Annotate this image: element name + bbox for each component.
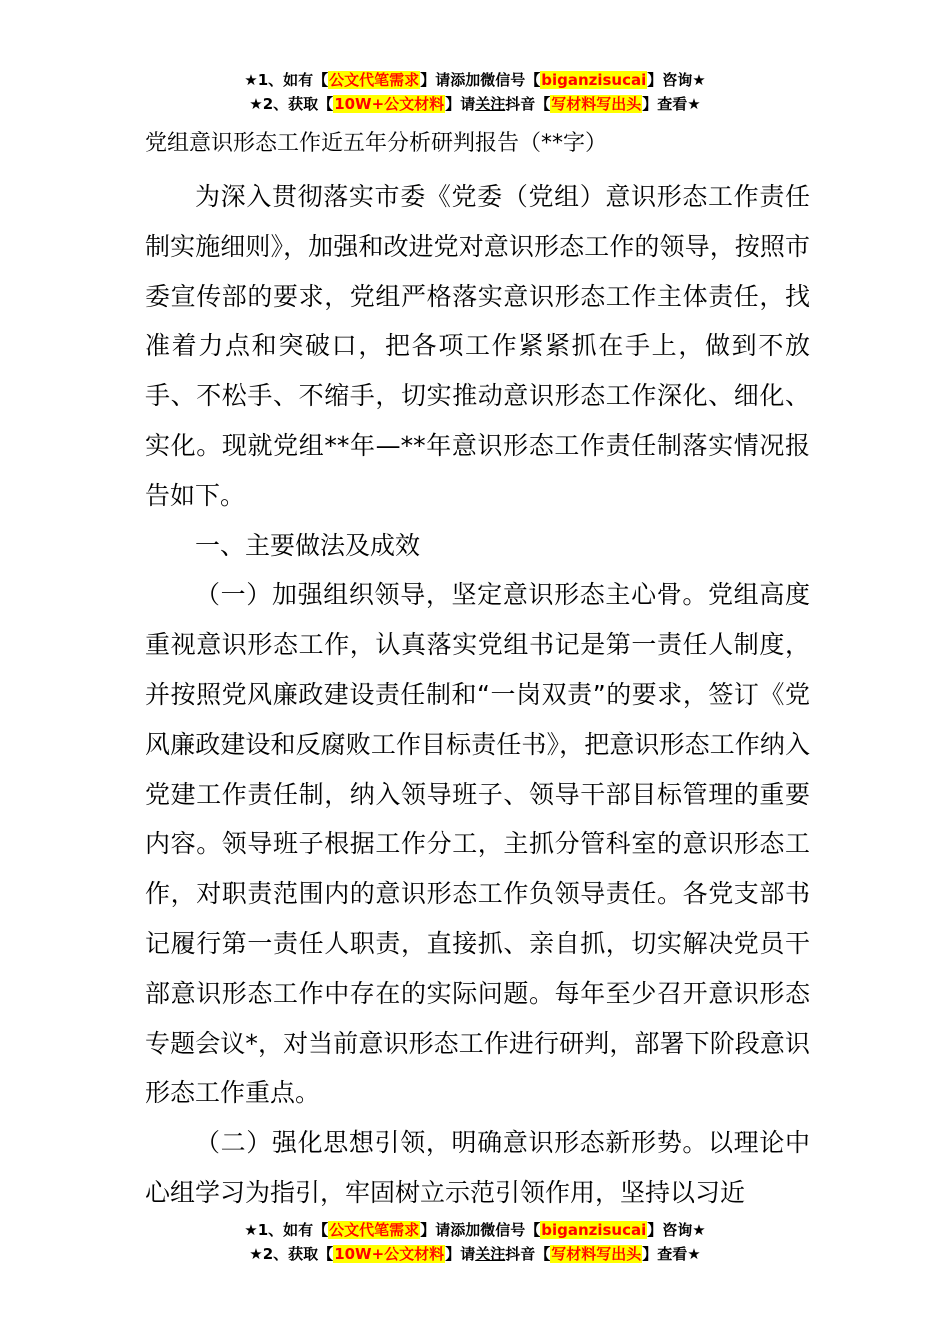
promo-banner-top: [0, 68, 950, 116]
underlined-text: 关注: [475, 1245, 506, 1263]
promo-text: 】查看★: [642, 95, 701, 113]
promo-text: 】咨询★: [647, 71, 706, 89]
paragraph-section-2: （二）强化思想引领，明确意识形态新形势。以理论中心组学习为指引，牢固树立示范引领作用，坚持以习近: [145, 1128, 810, 1207]
paragraph-section-1: （一）加强组织领导，坚定意识形态主心骨。党组高度重视意识形态工作，认真落实党组书记是第一责任人制度，并按照党风廉政建设责任制和“一岗双责”的要求，签订《党风廉政建设和反腐败工作目标责任书》，把意识形态工作纳入党建工作责任制，纳入领导班子、领导干部目标管理的重要内容。领导班子根据工作分工，主抓分管科室的意识形态工作，对职责范围内的意识形态工作负领导责任。各党支部书记履行第一责任人职责，直接抓、亲自抓，切实解决党员干部意识形态工作中存在的实际问题。每年至少召开意识形态专题会议*，对当前意识形态工作进行研判，部署下阶段意识形态工作重点。: [145, 580, 810, 1108]
promo-banner-bottom: [0, 1218, 950, 1266]
wechat-id: biganzisucai: [541, 71, 647, 89]
promo-text: 抖音【: [505, 95, 551, 113]
highlight-text: 公文代笔需求: [329, 71, 420, 89]
highlight-text: 写材料写出头: [551, 95, 642, 113]
promo-line-2: [0, 92, 950, 116]
highlight-text: 10W+公文材料: [334, 1245, 445, 1263]
promo-text: 】咨询★: [647, 1221, 706, 1239]
section-heading: 一、主要做法及成效: [195, 530, 421, 560]
promo-text: ★1、如有【: [244, 1221, 329, 1239]
promo-text: 】请添加微信号【: [420, 1221, 541, 1239]
promo-line-1: [0, 1218, 950, 1242]
promo-line-2: [0, 1242, 950, 1266]
highlight-text: 写材料写出头: [551, 1245, 642, 1263]
promo-text: 】请: [445, 1245, 476, 1263]
document-title: 党组意识形态工作近五年分析研判报告（**字）: [145, 131, 608, 156]
highlight-text: 公文代笔需求: [329, 1221, 420, 1239]
promo-text: 】查看★: [642, 1245, 701, 1263]
promo-text: 】请: [445, 95, 476, 113]
promo-text: ★2、获取【: [249, 1245, 334, 1263]
promo-text: 】请添加微信号【: [420, 71, 541, 89]
wechat-id: biganzisucai: [541, 1221, 647, 1239]
paragraph-intro: 为深入贯彻落实市委《党委（党组）意识形态工作责任制实施细则》，加强和改进党对意识形态工作的领导，按照市委宣传部的要求，党组严格落实意识形态工作主体责任，找准着力点和突破口，把各项工作紧紧抓在手上，做到不放手、不松手、不缩手，切实推动意识形态工作深化、细化、实化。现就党组**年—**年意识形态工作责任制落实情况报告如下。: [145, 182, 810, 510]
promo-line-1: [0, 68, 950, 92]
highlight-text: 10W+公文材料: [334, 95, 445, 113]
promo-text: ★2、获取【: [249, 95, 334, 113]
underlined-text: 关注: [475, 95, 506, 113]
promo-text: ★1、如有【: [244, 71, 329, 89]
promo-text: 抖音【: [505, 1245, 551, 1263]
document-body: [145, 172, 810, 1218]
